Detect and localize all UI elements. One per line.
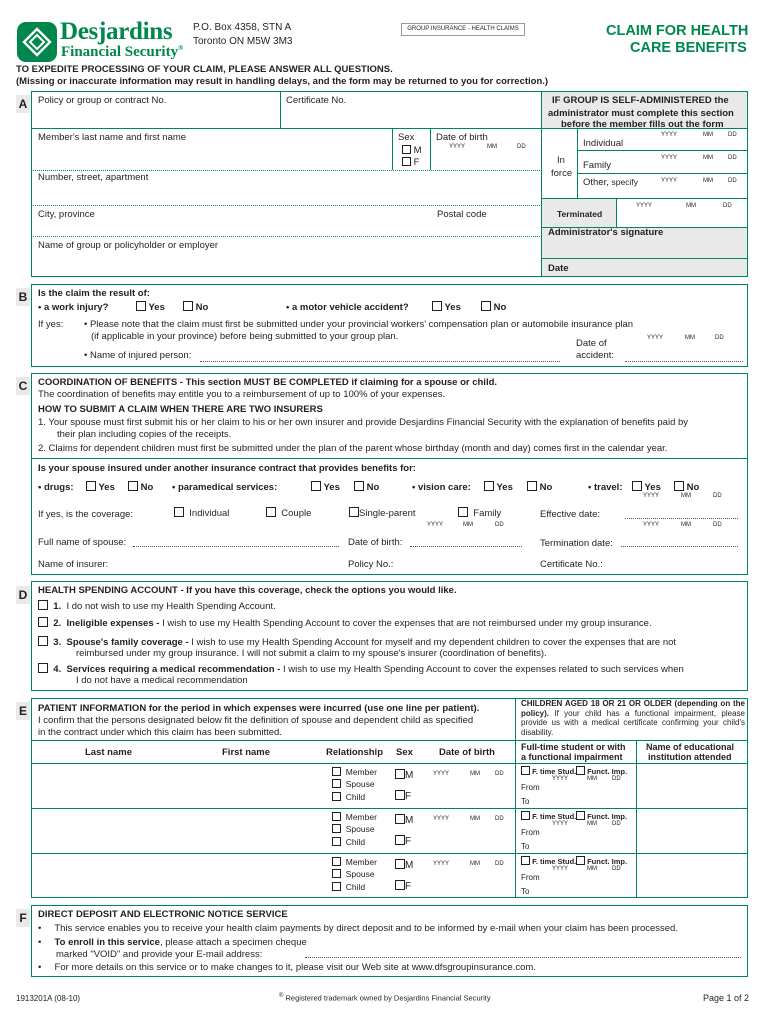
work-yes[interactable]: Yes: [136, 301, 165, 313]
functional-impairment-checkbox[interactable]: Funct. Imp.: [576, 811, 627, 821]
section-c-tag: C: [16, 377, 30, 395]
policy-label: Policy or group or contract No.: [38, 95, 167, 106]
postal-label: Postal code: [437, 209, 487, 220]
street-input[interactable]: [38, 184, 528, 202]
relationship-spouse[interactable]: Spouse: [332, 779, 375, 789]
effective-label: Effective date:: [540, 509, 601, 520]
coverage-single[interactable]: Single-parent: [349, 507, 416, 519]
admin-title-1: IF GROUP IS SELF-ADMINISTERED the: [552, 95, 729, 106]
travel-label: • travel:: [588, 482, 623, 493]
form-title-2: CARE BENEFITS: [630, 40, 747, 56]
to-label: To: [521, 797, 530, 806]
institution-input[interactable]: [640, 812, 744, 848]
dob-label: Date of birth: [436, 132, 488, 143]
street-label: Number, street, apartment: [38, 172, 149, 183]
functional-impairment-checkbox[interactable]: Funct. Imp.: [576, 856, 627, 866]
children-note: CHILDREN AGED 18 OR 21 OR OLDER (depending on the policy). If your child has a functional impairment, please provide us with a medical certificate confirming your child's disability.: [521, 699, 745, 737]
from-label: From: [521, 828, 540, 837]
deposit-bullet-1: • This service enables you to receive your health claim payments by direct deposit and to be informed by e-mail when your claim has been processed.: [38, 923, 678, 934]
hsa-option-4[interactable]: 4. Services requiring a medical recommendation - I wish to use my Health Spending Account to cover the expenses related to such services when: [38, 663, 684, 675]
certificate-input[interactable]: [286, 108, 536, 126]
claim-result-question: Is the claim the result of:: [38, 288, 150, 299]
spouse-question: Is your spouse insured under another insurance contract that provides benefits for:: [38, 463, 416, 474]
patient-last-name-input[interactable]: [38, 857, 176, 893]
col-dob: Date of birth: [439, 747, 495, 758]
sex-f[interactable]: F: [402, 157, 419, 168]
sex-f-checkbox[interactable]: F: [395, 790, 411, 802]
logo-sub: Financial Security®: [61, 44, 184, 60]
sex-label: Sex: [398, 132, 415, 143]
work-injury-label: • a work injury?: [38, 302, 109, 313]
coverage-couple[interactable]: Couple: [266, 507, 311, 519]
claim-note-2: (if applicable in your province) before being submitted to your group plan.: [91, 331, 399, 342]
coverage-individual[interactable]: Individual: [174, 507, 229, 519]
sex-f-checkbox[interactable]: F: [395, 835, 411, 847]
patient-first-name-input[interactable]: [182, 767, 320, 803]
patient-first-name-input[interactable]: [182, 812, 320, 848]
member-name-label: Member's last name and first name: [38, 132, 187, 143]
trademark-note: ® Registered trademark owned by Desjardins Financial Security: [279, 993, 491, 1003]
howto-item2: 2. Claims for dependent children must first be submitted under the plan of the parent whose birthday (month and day) comes first in the calendar year.: [38, 443, 668, 454]
certificate-label: Certificate No.: [286, 95, 347, 106]
relationship-member[interactable]: Member: [332, 767, 377, 777]
motor-no[interactable]: No: [481, 301, 506, 313]
patient-line1: I confirm that the persons designated below fit the definition of spouse and dependent child as specified: [38, 715, 474, 726]
col-sex: Sex: [396, 747, 413, 758]
institution-input[interactable]: [640, 857, 744, 893]
desjardins-logo-icon: [17, 22, 57, 62]
individual-label: Individual: [583, 138, 624, 149]
insurer-label: Name of insurer:: [38, 559, 109, 570]
functional-impairment-checkbox[interactable]: Funct. Imp.: [576, 766, 627, 776]
email-line[interactable]: [305, 957, 741, 958]
logo-brand: Desjardins: [60, 18, 173, 45]
vision-label: • vision care:: [412, 482, 471, 493]
relationship-child[interactable]: Child: [332, 837, 365, 847]
admin-date-label: Date: [548, 263, 569, 274]
vision-yes[interactable]: Yes: [484, 481, 513, 493]
spouse-certificate-label: Certificate No.:: [540, 559, 603, 570]
patient-title: PATIENT INFORMATION for the period in which expenses were incurred (use one line per patient).: [38, 703, 480, 714]
hsa-option-3b: reimbursed under my group insurance. I will not submit a claim to my spouse's insurer (coordination of benefits).: [76, 648, 547, 659]
spouse-name-label: Full name of spouse:: [38, 537, 127, 548]
city-label: City, province: [38, 209, 95, 220]
spouse-policy-label: Policy No.:: [348, 559, 394, 570]
patient-line2: in the contract under which this claim has been submitted.: [38, 727, 282, 738]
coordination-line1: The coordination of benefits may entitle you to a reimbursement of up to 100% of your expenses.: [38, 389, 446, 400]
page-number: Page 1 of 2: [703, 993, 750, 1003]
drugs-no[interactable]: No: [128, 481, 153, 493]
relationship-member[interactable]: Member: [332, 812, 377, 822]
relationship-member[interactable]: Member: [332, 857, 377, 867]
to-label: To: [521, 887, 530, 896]
deposit-bullet-2b: marked "VOID" and provide your E-mail address:: [56, 949, 263, 960]
section-a-tag: A: [16, 95, 30, 113]
motor-accident-label: • a motor vehicle accident?: [286, 302, 409, 313]
patient-last-name-input[interactable]: [38, 812, 176, 848]
hsa-title: HEALTH SPENDING ACCOUNT - If you have this coverage, check the options you would like.: [38, 585, 457, 596]
admin-sig-label: Administrator's signature: [548, 227, 664, 238]
spouse-dob-label: Date of birth:: [348, 537, 403, 548]
paramed-no[interactable]: No: [354, 481, 379, 493]
hsa-option-2[interactable]: 2. Ineligible expenses - I wish to use my Health Spending Account to cover the expenses that are not reimbursed under my group insurance.: [38, 617, 652, 629]
expedite-line1: TO EXPEDITE PROCESSING OF YOUR CLAIM, PLEASE ANSWER ALL QUESTIONS.: [16, 64, 393, 75]
admin-title-3: before the member fills out the form: [561, 119, 724, 130]
patient-first-name-input[interactable]: [182, 857, 320, 893]
institution-input[interactable]: [640, 767, 744, 803]
admin-title-2: administrator must complete this section: [548, 108, 734, 119]
form-title-1: CLAIM FOR HEALTH: [606, 23, 749, 39]
claim-note-1: • Please note that the claim must first be submitted under your provincial workers' compensation plan or automobile insurance plan: [84, 319, 634, 330]
col-fulltime-1: Full-time student or with: [521, 742, 626, 752]
drugs-label: • drugs:: [38, 482, 74, 493]
sex-m[interactable]: M: [402, 145, 422, 156]
hsa-option-4b: I do not have a medical recommendation: [76, 675, 248, 686]
sex-m-checkbox[interactable]: M: [395, 814, 413, 826]
fulltime-student-checkbox[interactable]: F. time Stud.: [521, 811, 576, 821]
sex-f-checkbox[interactable]: F: [395, 880, 411, 892]
terminated-label: Terminated: [557, 209, 603, 219]
coverage-family[interactable]: Family: [458, 507, 501, 519]
work-no[interactable]: No: [183, 301, 208, 313]
howto-item1b: their plan including copies of the receipts.: [57, 429, 232, 440]
coordination-title: COORDINATION OF BENEFITS - This section MUST BE COMPLETED if claiming for a spouse or child.: [38, 377, 498, 388]
termination-label: Termination date:: [540, 538, 613, 549]
section-b-tag: B: [16, 288, 30, 306]
col-first-name: First name: [222, 747, 271, 758]
other-label: Other, specify: [583, 177, 638, 188]
in-label: In: [557, 155, 565, 166]
force-label: force: [551, 168, 573, 179]
patient-last-name-input[interactable]: [38, 767, 176, 803]
col-institution-2: institution attended: [648, 752, 732, 762]
vision-no[interactable]: No: [527, 481, 552, 493]
dept-box: [401, 23, 525, 36]
address-line1: P.O. Box 4358, STN A: [193, 22, 292, 33]
relationship-spouse[interactable]: Spouse: [332, 824, 375, 834]
howto-item1a: 1. Your spouse must first submit his or her claim to his or her own insurer and provide Desjardins Financial Security with the explanation of benefits paid by: [38, 417, 689, 428]
paramed-yes[interactable]: Yes: [311, 481, 340, 493]
sex-m-checkbox[interactable]: M: [395, 859, 413, 871]
fulltime-student-checkbox[interactable]: F. time Stud.: [521, 766, 576, 776]
section-d-tag: D: [16, 586, 30, 604]
deposit-bullet-2: • To enroll in this service, please attach a specimen cheque: [38, 937, 307, 948]
col-relationship: Relationship: [326, 747, 384, 758]
motor-yes[interactable]: Yes: [432, 301, 461, 313]
deposit-bullet-3: • For more details on this service or to make changes to it, please visit our Web site at www.dfsgroupinsurance.com.: [38, 962, 536, 973]
col-institution-1: Name of educational: [646, 742, 735, 752]
coverage-label: If yes, is the coverage:: [38, 509, 134, 520]
section-e-tag: E: [16, 702, 30, 720]
date-of-label: Date of: [576, 338, 607, 349]
paramed-label: • paramedical services:: [172, 482, 278, 493]
col-fulltime-2: a functional impairment: [521, 752, 623, 762]
to-label: To: [521, 842, 530, 851]
deposit-title: DIRECT DEPOSIT AND ELECTRONIC NOTICE SERVICE: [38, 909, 288, 920]
drugs-yes[interactable]: Yes: [86, 481, 115, 493]
dept-label: GROUP INSURANCE - HEALTH CLAIMS: [407, 26, 519, 32]
fulltime-student-checkbox[interactable]: F. time Stud.: [521, 856, 576, 866]
family-label: Family: [583, 160, 611, 171]
from-label: From: [521, 873, 540, 882]
accident-label: accident:: [576, 350, 615, 361]
address-line2: Toronto ON M5W 3M3: [193, 36, 293, 47]
from-label: From: [521, 783, 540, 792]
expedite-line2: (Missing or inaccurate information may result in handling delays, and the form may be returned to you for correction.): [16, 76, 549, 87]
col-last-name: Last name: [85, 747, 132, 758]
relationship-child[interactable]: Child: [332, 792, 365, 802]
injured-label: • Name of injured person:: [84, 350, 192, 361]
relationship-spouse[interactable]: Spouse: [332, 869, 375, 879]
sex-m-checkbox[interactable]: M: [395, 769, 413, 781]
group-name-label: Name of group or policyholder or employer: [38, 240, 219, 251]
relationship-child[interactable]: Child: [332, 882, 365, 892]
policy-input[interactable]: [38, 108, 274, 126]
travel-yes[interactable]: Yes: [632, 481, 661, 493]
hsa-option-1[interactable]: 1. I do not wish to use my Health Spending Account.: [38, 600, 276, 612]
travel-no[interactable]: No: [674, 481, 699, 493]
date-bg: [542, 259, 747, 276]
howto-title: HOW TO SUBMIT A CLAIM WHEN THERE ARE TWO INSURERS: [38, 404, 323, 415]
section-f-tag: F: [16, 909, 30, 927]
if-yes-label: If yes:: [38, 319, 64, 330]
hsa-option-3[interactable]: 3. Spouse's family coverage - I wish to use my Health Spending Account for myself and my dependent children to cover the expenses that are not: [38, 636, 676, 648]
form-code: 1913201A (08-10): [16, 994, 81, 1003]
